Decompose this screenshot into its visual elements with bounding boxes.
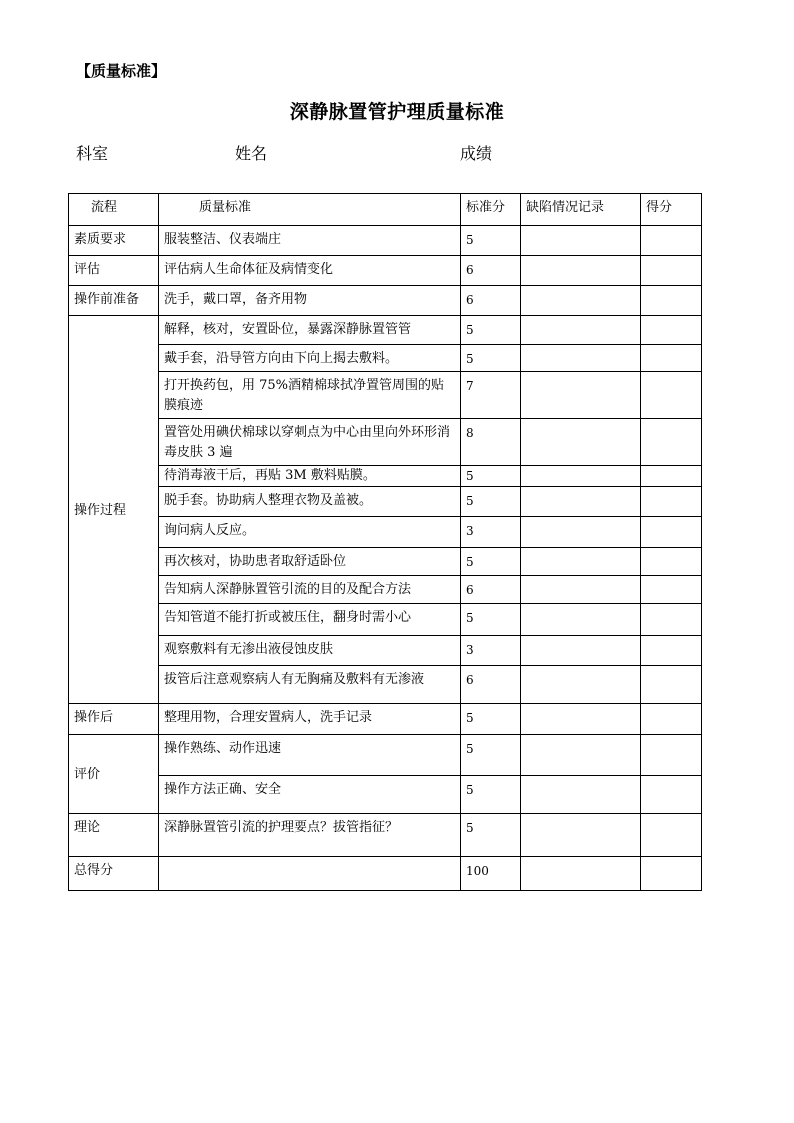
defect-record-cell[interactable] bbox=[521, 316, 641, 345]
standard-cell: 告知病人深静脉置管引流的目的及配合方法 bbox=[159, 576, 461, 604]
table-row bbox=[69, 548, 702, 576]
score-cell[interactable] bbox=[641, 636, 702, 666]
section-heading: 【质量标准】 bbox=[76, 62, 167, 80]
points-cell: 5 bbox=[461, 814, 521, 857]
flow-cell: 理论 bbox=[69, 814, 159, 857]
flow-cell-process: 操作过程 bbox=[69, 316, 159, 704]
defect-record-cell[interactable] bbox=[521, 517, 641, 548]
score-cell[interactable] bbox=[641, 345, 702, 372]
table-header-row bbox=[69, 194, 702, 226]
points-cell: 5 bbox=[461, 776, 521, 814]
page-title: 深静脉置管护理质量标准 bbox=[289, 101, 505, 123]
score-cell[interactable] bbox=[641, 704, 702, 735]
defect-record-cell[interactable] bbox=[521, 419, 641, 466]
table-row bbox=[69, 466, 702, 487]
score-cell[interactable] bbox=[641, 857, 702, 891]
flow-cell: 素质要求 bbox=[69, 226, 159, 256]
score-cell[interactable] bbox=[641, 419, 702, 466]
flow-cell: 操作前准备 bbox=[69, 286, 159, 316]
standard-cell: 观察敷料有无渗出液侵蚀皮肤 bbox=[159, 636, 461, 666]
points-cell: 5 bbox=[461, 548, 521, 576]
table-row bbox=[69, 372, 702, 419]
table-row-total bbox=[69, 857, 702, 891]
standard-cell bbox=[159, 857, 461, 891]
table-row bbox=[69, 256, 702, 286]
table-row bbox=[69, 776, 702, 814]
score-cell[interactable] bbox=[641, 604, 702, 636]
table-row bbox=[69, 316, 702, 345]
standard-cell: 戴手套，沿导管方向由下向上揭去敷料。 bbox=[159, 345, 461, 372]
points-cell: 3 bbox=[461, 636, 521, 666]
defect-record-cell[interactable] bbox=[521, 814, 641, 857]
table-row bbox=[69, 517, 702, 548]
table-row bbox=[69, 814, 702, 857]
department-label: 科室 bbox=[76, 144, 109, 163]
points-cell: 6 bbox=[461, 576, 521, 604]
points-cell: 5 bbox=[461, 604, 521, 636]
standard-cell: 告知管道不能打折或被压住，翻身时需小心 bbox=[159, 604, 461, 636]
points-cell: 5 bbox=[461, 735, 521, 776]
standard-cell: 操作方法正确、安全 bbox=[159, 776, 461, 814]
standard-cell: 深静脉置管引流的护理要点？拔管指征？ bbox=[159, 814, 461, 857]
defect-record-cell[interactable] bbox=[521, 704, 641, 735]
points-cell: 5 bbox=[461, 345, 521, 372]
score-label: 成绩 bbox=[460, 144, 493, 163]
points-cell: 6 bbox=[461, 256, 521, 286]
defect-record-cell[interactable] bbox=[521, 576, 641, 604]
defect-record-cell[interactable] bbox=[521, 666, 641, 704]
table-row bbox=[69, 704, 702, 735]
header-points: 标准分 bbox=[461, 194, 521, 226]
table-row bbox=[69, 604, 702, 636]
standard-cell: 再次核对，协助患者取舒适卧位 bbox=[159, 548, 461, 576]
table-row bbox=[69, 345, 702, 372]
header-defect-record: 缺陷情况记录 bbox=[521, 194, 641, 226]
defect-record-cell[interactable] bbox=[521, 226, 641, 256]
points-cell: 7 bbox=[461, 372, 521, 419]
table-row bbox=[69, 226, 702, 256]
table-row bbox=[69, 286, 702, 316]
quality-standard-table bbox=[68, 193, 702, 891]
score-cell[interactable] bbox=[641, 286, 702, 316]
flow-cell: 总得分 bbox=[69, 857, 159, 891]
standard-cell: 整理用物，合理安置病人，洗手记录 bbox=[159, 704, 461, 735]
standard-cell: 服装整洁、仪表端庄 bbox=[159, 226, 461, 256]
standard-cell: 脱手套。协助病人整理衣物及盖被。 bbox=[159, 487, 461, 517]
flow-cell-evaluation: 评价 bbox=[69, 735, 159, 814]
points-cell: 5 bbox=[461, 316, 521, 345]
defect-record-cell[interactable] bbox=[521, 466, 641, 487]
defect-record-cell[interactable] bbox=[521, 548, 641, 576]
defect-record-cell[interactable] bbox=[521, 286, 641, 316]
standard-cell: 洗手，戴口罩，备齐用物 bbox=[159, 286, 461, 316]
score-cell[interactable] bbox=[641, 226, 702, 256]
score-cell[interactable] bbox=[641, 316, 702, 345]
points-cell: 100 bbox=[461, 857, 521, 891]
score-cell[interactable] bbox=[641, 256, 702, 286]
header-standard: 质量标准 bbox=[159, 194, 461, 226]
score-cell[interactable] bbox=[641, 548, 702, 576]
standard-cell: 评估病人生命体征及病情变化 bbox=[159, 256, 461, 286]
score-cell[interactable] bbox=[641, 735, 702, 776]
standard-cell: 询问病人反应。 bbox=[159, 517, 461, 548]
flow-cell: 评估 bbox=[69, 256, 159, 286]
defect-record-cell[interactable] bbox=[521, 487, 641, 517]
score-cell[interactable] bbox=[641, 487, 702, 517]
table-row bbox=[69, 666, 702, 704]
table-row bbox=[69, 735, 702, 776]
standard-cell: 打开换药包，用 75%酒精棉球拭净置管周围的贴膜痕迹 bbox=[159, 372, 461, 419]
defect-record-cell[interactable] bbox=[521, 372, 641, 419]
standard-cell: 拔管后注意观察病人有无胸痛及敷料有无渗液 bbox=[159, 666, 461, 704]
defect-record-cell[interactable] bbox=[521, 776, 641, 814]
points-cell: 5 bbox=[461, 704, 521, 735]
score-cell[interactable] bbox=[641, 814, 702, 857]
table-row bbox=[69, 576, 702, 604]
standard-cell: 操作熟练、动作迅速 bbox=[159, 735, 461, 776]
flow-cell: 操作后 bbox=[69, 704, 159, 735]
defect-record-cell[interactable] bbox=[521, 604, 641, 636]
table-row bbox=[69, 487, 702, 517]
standard-cell: 解释，核对，安置卧位，暴露深静脉置管管 bbox=[159, 316, 461, 345]
defect-record-cell[interactable] bbox=[521, 636, 641, 666]
score-cell[interactable] bbox=[641, 776, 702, 814]
standard-cell: 待消毒液干后，再贴 3M 敷料贴膜。 bbox=[159, 466, 461, 487]
name-label: 姓名 bbox=[235, 144, 268, 163]
points-cell: 5 bbox=[461, 487, 521, 517]
defect-record-cell[interactable] bbox=[521, 857, 641, 891]
points-cell: 6 bbox=[461, 286, 521, 316]
score-cell[interactable] bbox=[641, 517, 702, 548]
table-row bbox=[69, 636, 702, 666]
score-cell[interactable] bbox=[641, 576, 702, 604]
header-flow: 流程 bbox=[69, 194, 159, 226]
score-cell[interactable] bbox=[641, 466, 702, 487]
points-cell: 6 bbox=[461, 666, 521, 704]
points-cell: 5 bbox=[461, 466, 521, 487]
score-cell[interactable] bbox=[641, 372, 702, 419]
header-score: 得分 bbox=[641, 194, 702, 226]
table-row bbox=[69, 419, 702, 466]
score-cell[interactable] bbox=[641, 666, 702, 704]
points-cell: 5 bbox=[461, 226, 521, 256]
standard-cell: 置管处用碘伏棉球以穿刺点为中心由里向外环形消毒皮肤 3 遍 bbox=[159, 419, 461, 466]
points-cell: 3 bbox=[461, 517, 521, 548]
defect-record-cell[interactable] bbox=[521, 345, 641, 372]
defect-record-cell[interactable] bbox=[521, 256, 641, 286]
defect-record-cell[interactable] bbox=[521, 735, 641, 776]
points-cell: 8 bbox=[461, 419, 521, 466]
